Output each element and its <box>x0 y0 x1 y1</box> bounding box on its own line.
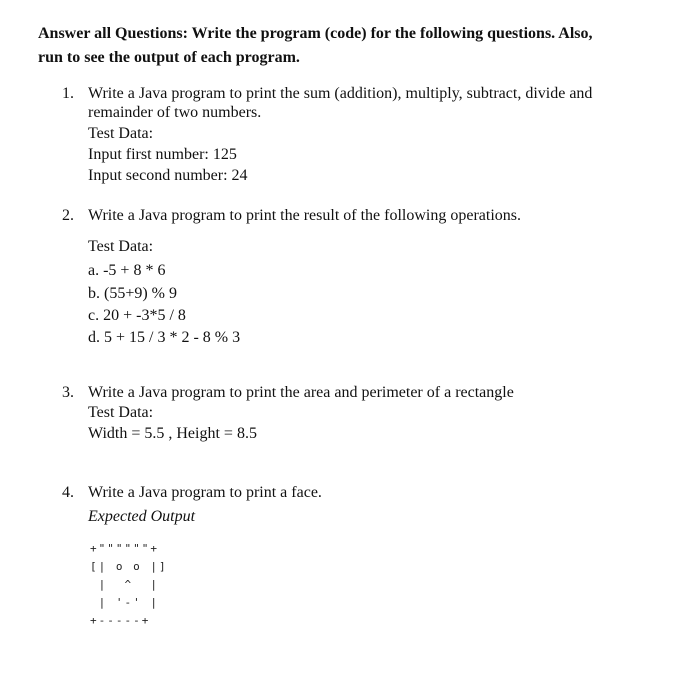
question-text: remainder of two numbers. <box>88 104 262 121</box>
question-text: Write a Java program to print a face. <box>88 484 322 501</box>
test-data-line: d. 5 + 15 / 3 * 2 - 8 % 3 <box>88 329 241 346</box>
question-number: 2. <box>62 207 74 224</box>
instructions-heading <box>38 22 638 70</box>
test-data-label: Test Data: <box>88 125 154 142</box>
test-data-line: c. 20 + -3*5 / 8 <box>88 307 186 324</box>
test-data-line: Input second number: 24 <box>88 167 248 184</box>
test-data-line: b. (55+9) % 9 <box>88 285 178 302</box>
test-data-line: Input first number: 125 <box>88 146 237 163</box>
question-text: Write a Java program to print the result of the following operations. <box>88 207 522 224</box>
ascii-face-output: +""""""+ [| o o |] | ^ | | '-' | +-----+ <box>90 542 168 627</box>
question-text: Write a Java program to print the area and perimeter of a rectangle <box>88 384 514 401</box>
question-number: 4. <box>62 484 74 501</box>
test-data-line: a. -5 + 8 * 6 <box>88 262 166 279</box>
expected-output-label: Expected Output <box>88 508 196 525</box>
heading-line-2: run to see the output of each program. <box>38 49 300 66</box>
question-number: 3. <box>62 384 74 401</box>
test-data-label: Test Data: <box>88 404 154 421</box>
test-data-label: Test Data: <box>88 238 154 255</box>
test-data-line: Width = 5.5 , Height = 8.5 <box>88 425 257 442</box>
question-number: 1. <box>62 85 74 102</box>
heading-line-1: Answer all Questions: Write the program (code) for the following questions. Also, <box>38 25 593 42</box>
question-text: Write a Java program to print the sum (addition), multiply, subtract, divide and <box>88 85 593 102</box>
